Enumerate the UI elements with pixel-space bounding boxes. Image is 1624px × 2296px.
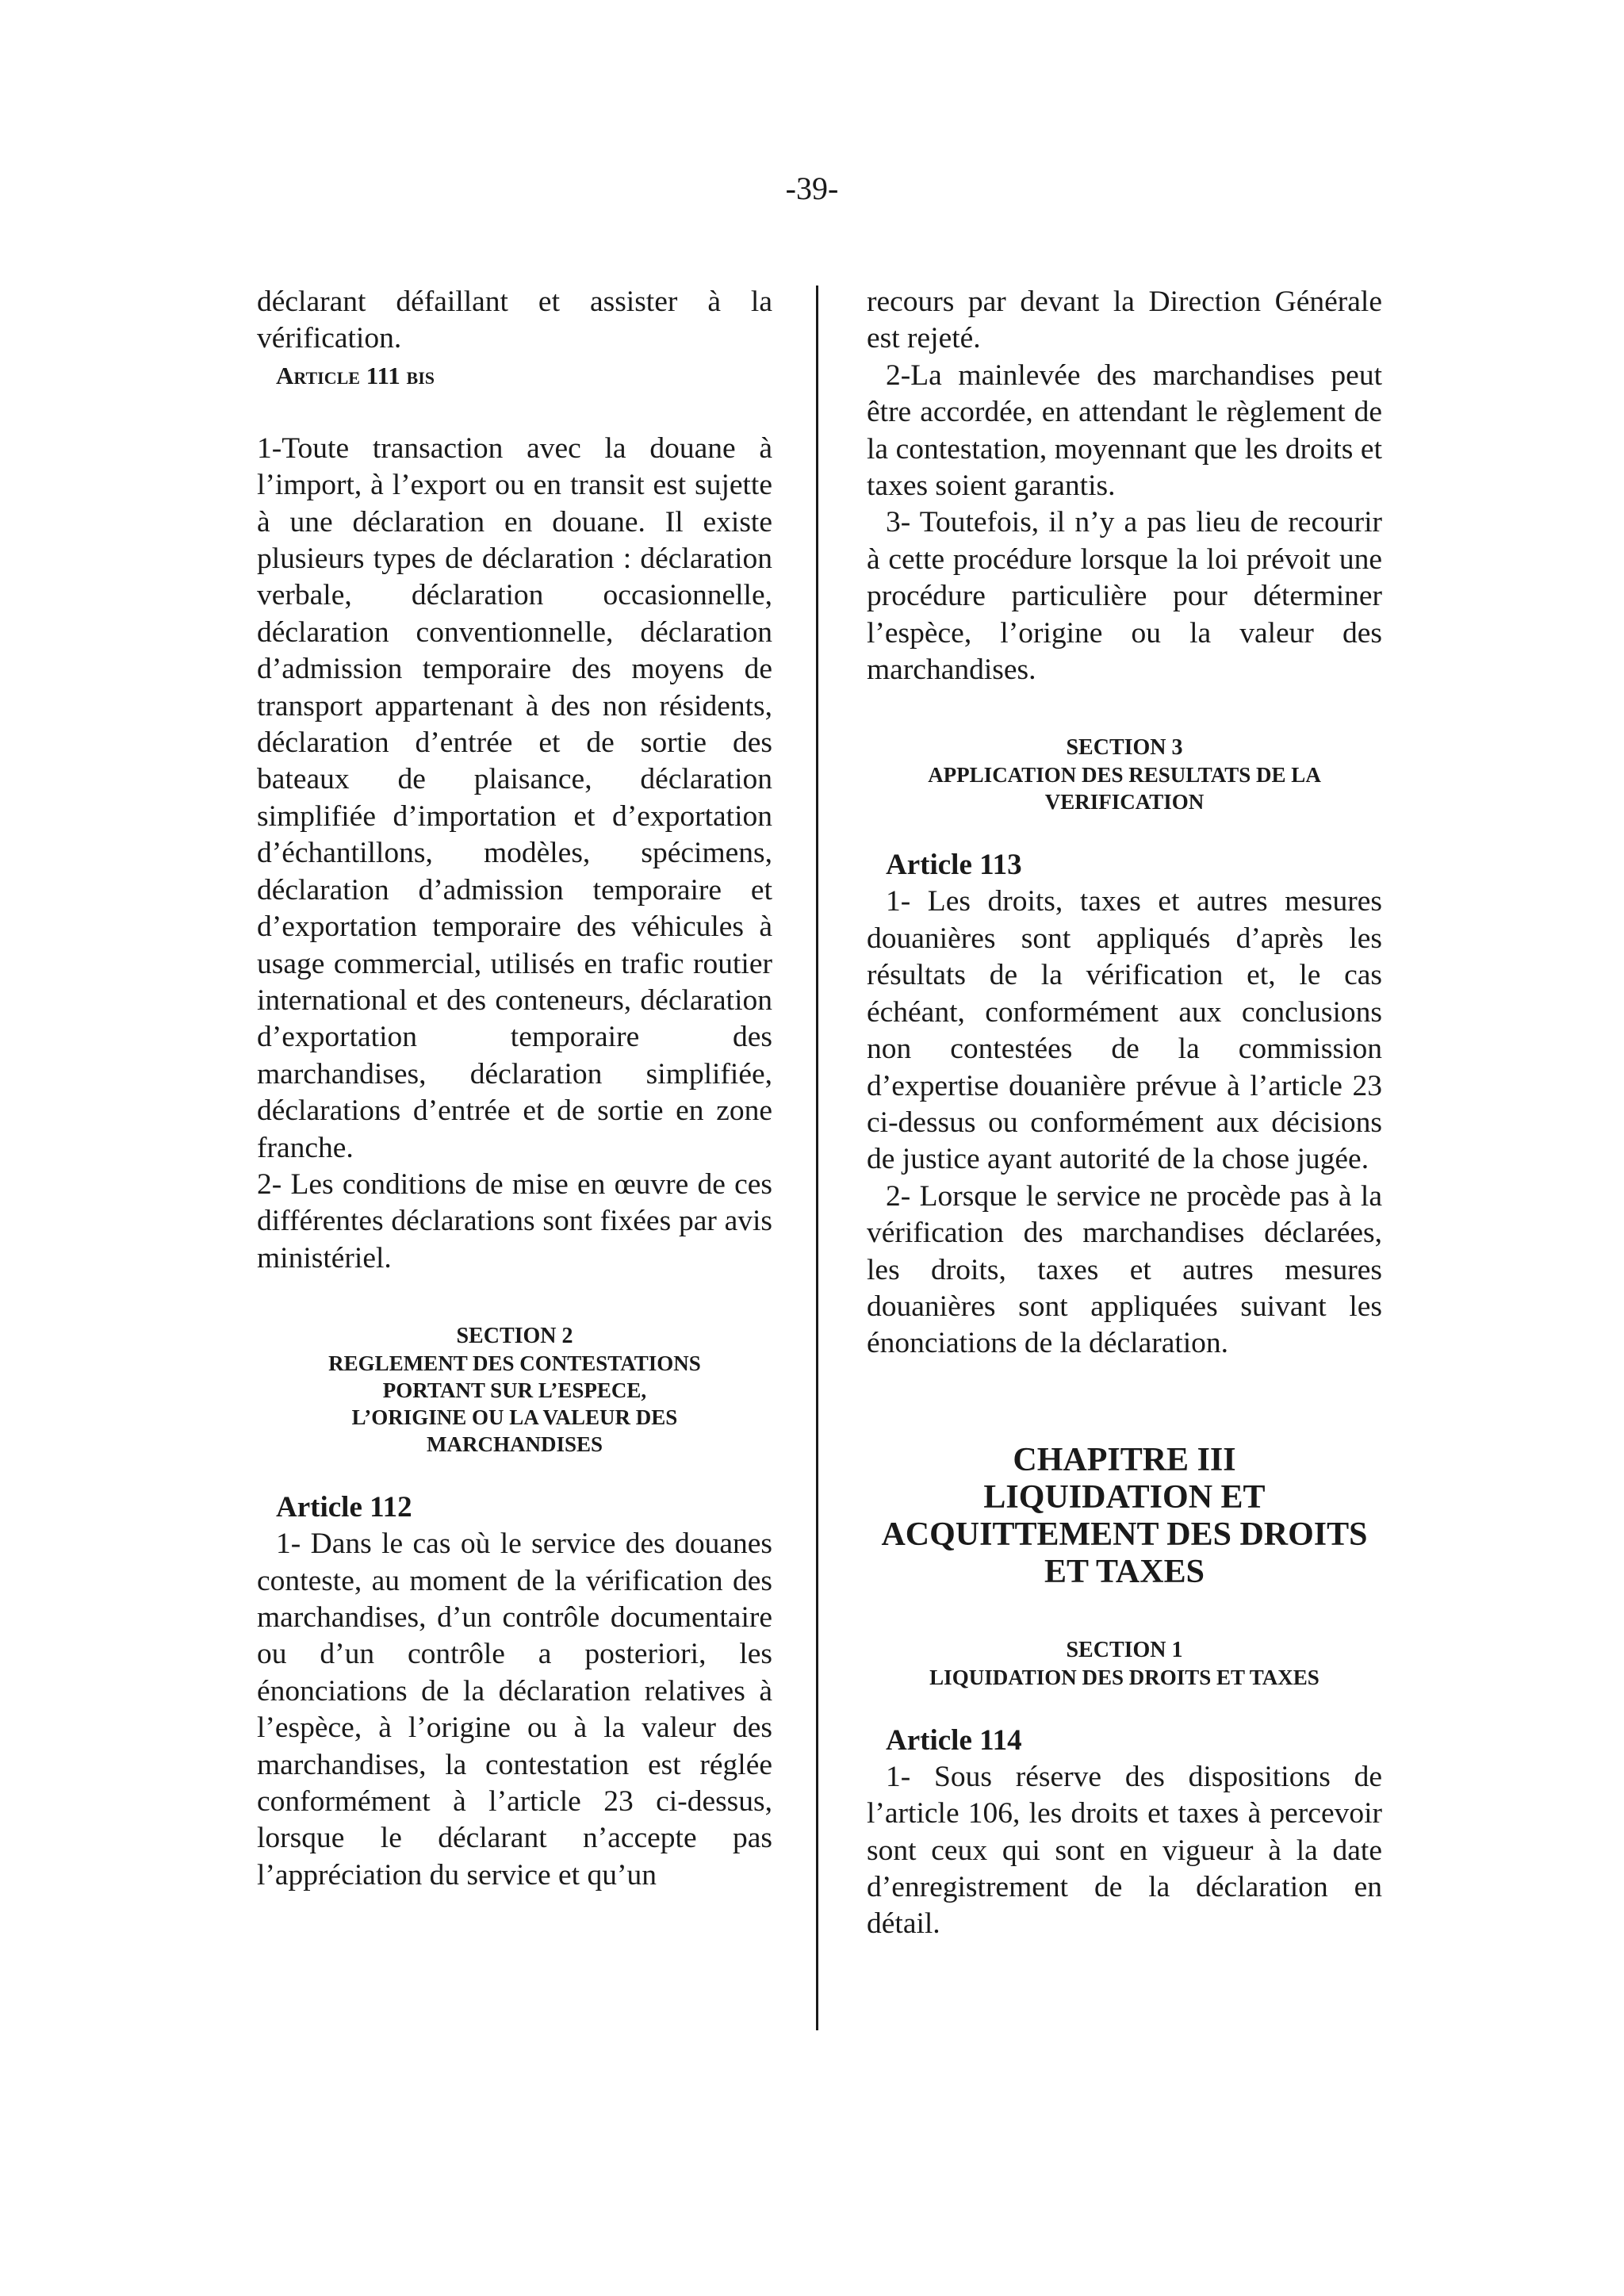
article-111-bis-heading: Article 111 bis: [276, 361, 435, 389]
section-2-title-line: REGLEMENT DES CONTESTATIONS: [328, 1351, 701, 1376]
column-divider: [816, 286, 818, 2030]
chapter-title-line: ACQUITTEMENT DES DROITS: [881, 1516, 1368, 1553]
article-113-heading: Article 113: [886, 849, 1022, 882]
page-number: -39-: [785, 171, 839, 206]
chapter-title-line: LIQUIDATION ET: [983, 1478, 1266, 1516]
article-113-paragraph-2: 2- Lorsque le service ne procède pas à la vérification des marchandises déclarées, les droits, taxes et autres mesures douanières sont appliquées suivant les énonciations de la déclaration.: [867, 1179, 1382, 1360]
article-112-heading: Article 112: [276, 1491, 412, 1524]
section-1-title-line: LIQUIDATION DES DROITS ET TAXES: [929, 1665, 1320, 1689]
article-111-bis-paragraph-2: 2- Les conditions de mise en œuvre de ces différentes déclarations sont fixées par avis ministériel.: [257, 1167, 772, 1274]
article-113-paragraph-1: 1- Les droits, taxes et autres mesures douanières sont appliqués d’après les résultats de la vérification et, le cas échéant, conformément aux conclusions non contestées de la commission d’expertise douanière prévue à l’article 23 ci-dessus ou conformément aux décisions de justice ayant autorité de la chose jugée.: [867, 885, 1382, 1176]
section-2-title-line: PORTANT SUR L’ESPECE,: [382, 1378, 647, 1403]
chapter-title-line: ET TAXES: [1044, 1553, 1205, 1590]
article-114-heading: Article 114: [886, 1723, 1022, 1757]
article-112-paragraph-3: 3- Toutefois, il n’y a pas lieu de recourir à cette procédure lorsque la loi prévoit une procédure particulière pour déterminer l’espèce, l’origine ou la valeur des marchandises.: [867, 506, 1382, 687]
article-112-paragraph-1: 1- Dans le cas où le service des douanes conteste, au moment de la vérification des marchandises, d’un contrôle documentaire ou d’un contrôle a posteriori, les énonciations de la déclaration relatives à l’espèce, à l’origine ou à la valeur des marchandises, la contestation est réglée conformément à l’article 23 ci-dessus, lorsque le déclarant n’accepte pas l’appréciation du service et qu’un: [257, 1527, 772, 1892]
chapter-title-line: CHAPITRE III: [1013, 1441, 1236, 1478]
section-3-label: SECTION 3: [1066, 735, 1183, 761]
section-3-title-line: APPLICATION DES RESULTATS DE LA: [928, 763, 1321, 788]
section-3-heading: [867, 734, 1382, 815]
section-3-title-line: VERIFICATION: [1044, 790, 1205, 815]
left-column: [257, 284, 772, 1894]
chapter-3-heading: [867, 1442, 1382, 1591]
section-2-title-line: L’ORIGINE OU LA VALEUR DES: [351, 1405, 678, 1430]
section-2-label: SECTION 2: [456, 1324, 573, 1349]
article-114-paragraph-1: 1- Sous réserve des dispositions de l’article 106, les droits et taxes à percevoir sont ceux qui sont en vigueur à la date d’enregistrement de la déclaration en détail.: [867, 1760, 1382, 1941]
section-1-heading: [867, 1637, 1382, 1691]
section-2-heading: [257, 1323, 772, 1458]
continued-paragraph: déclarant défaillant et assister à la vérification.: [257, 286, 772, 355]
article-112-paragraph-2: 2-La mainlevée des marchandises peut être accordée, en attendant le règlement de la contestation, moyennant que les droits et taxes soient garantis.: [867, 358, 1382, 503]
section-2-title-line: MARCHANDISES: [426, 1432, 603, 1457]
section-1-label: SECTION 1: [1066, 1637, 1183, 1662]
article-111-bis-paragraph-1: 1-Toute transaction avec la douane à l’import, à l’export ou en transit est sujette à une déclaration en douane. Il existe plusieurs types de déclaration : déclaration verbale, déclaration occasionnelle, déclaration conventionnelle, déclaration d’admission temporaire des moyens de transport appartenant à des non résidents, déclaration d’entrée et de sortie des bateaux de plaisance, déclaration simplifiée d’importation et d’exportation d’échantillons, modèles, spécimens, déclaration d’admission temporaire et d’exportation temporaire des véhicules à usage commercial, utilisés en trafic routier international et des conteneurs, déclaration d’exportation temporaire des marchandises, déclaration simplifiée, déclarations d’entrée et de sortie en zone franche.: [257, 431, 772, 1164]
continued-paragraph: recours par devant la Direction Générale est rejeté.: [867, 286, 1382, 355]
right-column: [867, 284, 1382, 1943]
